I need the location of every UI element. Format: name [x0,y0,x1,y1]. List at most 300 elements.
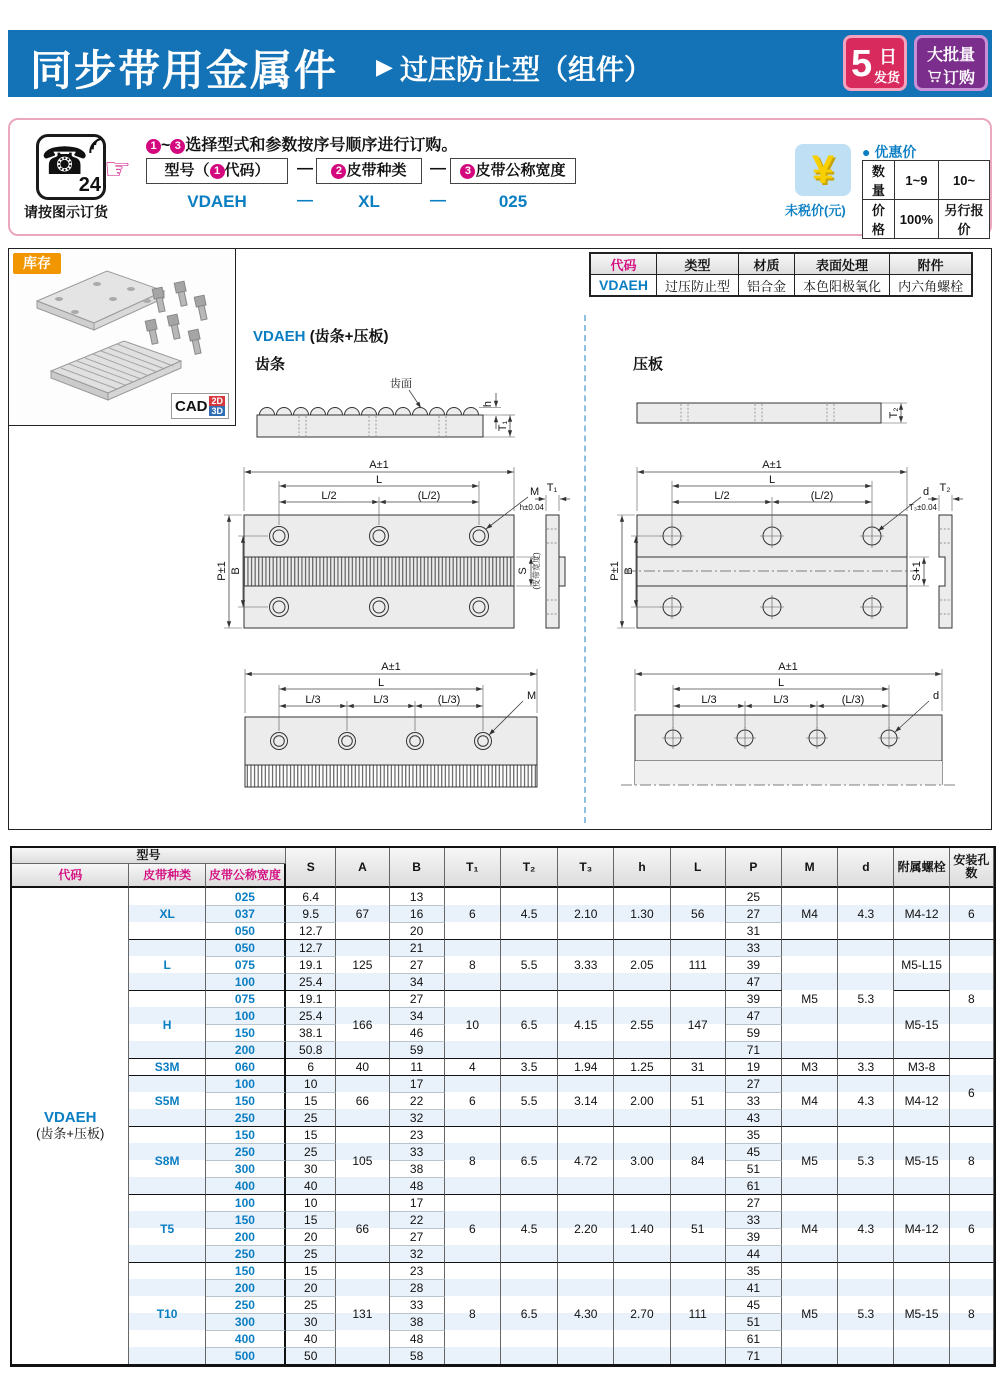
cell-T2: 5.5 [501,939,558,990]
belt-width-cell: 100 [206,1007,286,1024]
cell-P: 27 [726,1075,782,1092]
col-header-8: L [671,848,726,888]
order-field-belt-type [316,158,422,184]
cell-B: 48 [390,1177,445,1194]
arrow-icon: ▶ [376,54,393,79]
cell-S: 25 [286,1109,336,1126]
tilde: ~ [161,137,171,154]
belt-width-cell: 150 [206,1092,286,1109]
cell-T1: 6 [445,1194,501,1262]
cell-S: 15 [286,1126,336,1143]
dim-A: A±1 [369,459,389,471]
cell-S: 25.4 [286,973,336,990]
cell-S: 15 [286,1211,336,1228]
dash: — [297,192,313,209]
cell-T2: 5.5 [501,1075,558,1126]
cell-P: 61 [726,1330,782,1347]
cart-icon [927,70,941,83]
circled-1: 1 [210,164,225,179]
bullet-icon: ● [862,144,871,160]
belt-width-cell: 050 [206,939,286,956]
cell-S: 40 [286,1177,336,1194]
field1-pre: 型号（ [164,162,210,179]
spec-header: 材质 [739,253,795,275]
dim-L3: L/3 [773,694,789,706]
cell-T1: 4 [445,1058,501,1075]
col-header-belt-width: 皮带公称宽度 [206,864,286,888]
col-header-2: A [336,848,389,888]
cell-T1: 6 [445,888,501,939]
phone-24-label: 24 [78,174,101,196]
cell-A: 67 [336,888,389,939]
belt-width-cell: 200 [206,1228,286,1245]
dash: — [430,192,446,209]
cell-P: 33 [726,1211,782,1228]
rack-title: 齿条 [255,356,286,373]
cell-P: 59 [726,1024,782,1041]
col-header-13: 安装孔数 [950,848,994,888]
dim-T1: T₁ [546,482,558,494]
price-label: 价格 [863,200,895,239]
price-1: 100% [894,200,938,239]
cell-S: 10 [286,1075,336,1092]
cell-S: 15 [286,1262,336,1279]
cell-A: 66 [336,1075,389,1126]
dim-S: S [517,567,529,575]
cad-2d-chip: 2D [211,396,223,406]
dim-L3p: (L/3) [437,694,461,706]
belt-width-cell: 150 [206,1024,286,1041]
model-code-cell [12,888,129,1364]
belt-type-cell: S3M [129,1058,205,1075]
spec-summary-table [589,252,973,297]
cell-A: 131 [336,1262,389,1364]
cell-holes: 6 [950,888,994,939]
belt-width-cell: 250 [206,1109,286,1126]
belt-width-cell: 300 [206,1313,286,1330]
col-header-4: T₁ [445,848,501,888]
cell-screw: M5-15 [894,1262,949,1364]
dim-h: h [482,400,494,408]
cell-S: 10 [286,1194,336,1211]
ordering-info-box [8,118,992,236]
cell-P: 61 [726,1177,782,1194]
belt-width-cell: 150 [206,1126,286,1143]
cell-screw: M4-12 [894,888,949,939]
cell-P: 43 [726,1109,782,1126]
dim-A: A±1 [778,661,798,673]
qty-range-2: 10~ [939,161,990,200]
cell-T2: 6.5 [501,1262,558,1364]
belt-width-cell: 050 [206,922,286,939]
cell-B: 11 [390,1058,445,1075]
drawing-divider [584,315,586,823]
cell-screw: M4-12 [894,1194,949,1262]
cell-A: 66 [336,1194,389,1262]
dim-L2: L/2 [321,490,337,502]
belt-width-cell: 200 [206,1279,286,1296]
cell-T3: 2.20 [558,1194,614,1262]
cell-B: 38 [390,1160,445,1177]
plate-plan-4hole [607,657,987,799]
order-example-model: VDAEH [187,192,247,211]
cell-B: 33 [390,1296,445,1313]
price-2: 另行报价 [939,200,990,239]
belt-width-cell: 075 [206,956,286,973]
yen-icon [795,144,851,196]
cell-B: 13 [390,888,445,905]
dim-S1: S+1 [911,561,923,581]
table-row [12,939,994,956]
cell-T2: 4.5 [501,1194,558,1262]
cell-S: 20 [286,1228,336,1245]
dim-L: L [777,677,785,689]
drawing-section [8,248,992,830]
cell-P: 71 [726,1347,782,1364]
spec-value: 本色阳极氧化 [795,275,890,297]
cell-B: 17 [390,1075,445,1092]
cell-h: 1.40 [614,1194,670,1262]
bulk-order-badge [914,35,988,91]
dim-h-tol: h±0.04 [519,503,544,512]
belt-width-cell: 500 [206,1347,286,1364]
cell-d: 5.3 [838,1262,894,1364]
cell-P: 27 [726,905,782,922]
cell-A: 166 [336,990,389,1058]
cell-T2: 4.5 [501,888,558,939]
cell-S: 12.7 [286,922,336,939]
cell-L: 56 [671,888,726,939]
plate-side-view [629,391,919,435]
order-instruction-text: 选择型式和参数按序号顺序进行订购。 [185,137,458,154]
hand-pointer-icon: ☞ [104,153,131,186]
dim-T2: T₂ [939,482,951,494]
cell-T2: 6.5 [501,990,558,1058]
cell-M: M4 [782,888,838,939]
col-header-code: 代码 [12,864,129,888]
cell-d: 5.3 [838,939,894,1058]
col-header-3: B [390,848,445,888]
cell-B: 23 [390,1126,445,1143]
discount-price-label: 优惠价 [874,144,917,160]
belt-type-cell: L [129,939,205,990]
series-code: VDAEH [253,328,306,345]
spec-value: 内六角螺栓 [890,275,973,297]
page-subtitle: 过压防止型（组件） [400,54,653,85]
cell-P: 39 [726,956,782,973]
cell-S: 38.1 [286,1024,336,1041]
cell-T3: 1.94 [558,1058,614,1075]
circled-2: 2 [331,164,346,179]
cell-S: 19.1 [286,956,336,973]
dim-L2: L/2 [714,490,730,502]
phone-glyph: ☎ [41,141,89,183]
table-row [12,1262,994,1279]
belt-type-cell: S5M [129,1075,205,1126]
cell-T2: 3.5 [501,1058,558,1075]
dash: — [430,160,446,177]
dim-S-sub: (皮带宽度) [532,552,541,590]
cell-P: 31 [726,922,782,939]
cell-B: 32 [390,1109,445,1126]
cell-B: 48 [390,1330,445,1347]
cell-T3: 3.33 [558,939,614,990]
cell-S: 40 [286,1330,336,1347]
cell-S: 25.4 [286,1007,336,1024]
cell-A: 40 [336,1058,389,1075]
dim-P: P±1 [216,561,228,581]
cell-screw: M4-12 [894,1075,949,1126]
series-label [253,325,388,346]
col-header-12: 附属螺栓 [894,848,949,888]
col-header-7: h [614,848,670,888]
cell-screw: M5-L15 [894,939,949,990]
phone-24-icon [36,134,106,200]
col-header-6: T₃ [558,848,614,888]
cell-d: 4.3 [838,1194,894,1262]
screws [145,281,209,355]
cell-B: 46 [390,1024,445,1041]
table-row [12,1058,994,1075]
cell-P: 33 [726,1092,782,1109]
cad-badge [171,393,229,419]
order-example-width: 025 [498,192,528,211]
cell-T1: 8 [445,1262,501,1364]
cell-S: 12.7 [286,939,336,956]
cell-h: 2.55 [614,990,670,1058]
cell-A: 125 [336,939,389,990]
cell-T3: 4.30 [558,1262,614,1364]
belt-width-cell: 150 [206,1262,286,1279]
cell-S: 20 [286,1279,336,1296]
cell-L: 111 [671,1262,726,1364]
cell-T3: 2.10 [558,888,614,939]
cell-holes: 8 [950,939,994,1058]
signal-waves-icon [85,133,105,153]
dim-L: L [375,474,383,486]
cell-B: 38 [390,1313,445,1330]
series-sub: (齿条+压板) [309,328,389,345]
cell-B: 27 [390,1228,445,1245]
belt-width-cell: 100 [206,1075,286,1092]
dim-A: A±1 [381,661,401,673]
cell-B: 34 [390,1007,445,1024]
stock-badge: 库存 [13,253,61,274]
dim-T2: T₂ [888,407,900,419]
dim-M: M [530,486,540,498]
spec-value: VDAEH [590,275,657,297]
cell-T1: 8 [445,1126,501,1194]
cell-P: 51 [726,1313,782,1330]
spec-value: 过压防止型 [657,275,739,297]
spec-value-row [590,275,972,297]
dim-d: d [933,690,940,702]
cell-S: 30 [286,1313,336,1330]
cell-M: M5 [782,1262,838,1364]
belt-width-cell: 250 [206,1296,286,1313]
belt-type-cell: S8M [129,1126,205,1194]
cell-T2: 6.5 [501,1126,558,1194]
cell-B: 33 [390,1143,445,1160]
cell-B: 34 [390,973,445,990]
rack-plan-4hole [217,657,567,799]
plate-title: 压板 [633,356,664,373]
order-field-model [146,158,288,184]
cell-B: 20 [390,922,445,939]
main-spec-table [10,846,996,1367]
belt-width-cell: 300 [206,1160,286,1177]
dim-L: L [377,677,385,689]
discount-price-title [862,142,916,162]
cell-L: 84 [671,1126,726,1194]
badge-bulk-line1: 大批量 [926,47,975,64]
spec-header-row [590,253,972,275]
cell-h: 2.70 [614,1262,670,1364]
order-example-belt: XL [358,192,380,211]
col-header-11: d [838,848,894,888]
col-header-9: P [726,848,782,888]
cell-T3: 4.72 [558,1126,614,1194]
col-header-belt-type: 皮带种类 [129,864,205,888]
cell-holes: 8 [950,1126,994,1194]
cell-T3: 3.14 [558,1075,614,1126]
model-code-sub: (齿条+压板) [36,1126,105,1142]
cad-label: CAD [174,397,208,415]
cell-B: 22 [390,1092,445,1109]
cell-P: 35 [726,1126,782,1143]
dash: — [297,160,313,177]
cell-S: 50.8 [286,1041,336,1058]
belt-width-cell: 400 [206,1330,286,1347]
cell-h: 1.30 [614,888,670,939]
dim-L2p: (L/2) [810,490,834,502]
cell-screw: M3-8 [894,1058,949,1075]
dim-L: L [768,474,776,486]
product-photo [8,248,236,426]
belt-type-cell: H [129,990,205,1058]
circled-3: 3 [170,139,185,154]
cell-P: 39 [726,990,782,1007]
cell-P: 71 [726,1041,782,1058]
spec-value: 铝合金 [739,275,795,297]
cell-P: 51 [726,1160,782,1177]
cell-S: 30 [286,1160,336,1177]
cell-h: 2.05 [614,939,670,990]
order-note: 请按图示订货 [24,204,108,220]
cell-S: 9.5 [286,905,336,922]
dim-T1: T₁ [497,420,509,432]
cell-h: 1.25 [614,1058,670,1075]
field1-post: 代码） [224,162,270,179]
tax-note: 未税价(元) [785,203,846,218]
cell-S: 50 [286,1347,336,1364]
col-header-10: M [782,848,838,888]
cell-S: 25 [286,1296,336,1313]
rack-side-view [251,377,581,447]
table-row [12,1075,994,1092]
cell-B: 27 [390,990,445,1007]
cell-P: 33 [726,939,782,956]
col-header-5: T₂ [501,848,558,888]
cell-P: 41 [726,1279,782,1296]
spec-header: 代码 [590,253,657,275]
dim-L3: L/3 [701,694,717,706]
cell-M: M4 [782,1075,838,1126]
cell-B: 28 [390,1279,445,1296]
belt-width-cell: 100 [206,973,286,990]
cell-screw: M5-15 [894,1126,949,1194]
dim-L3: L/3 [373,694,389,706]
cell-screw: M5-15 [894,990,949,1058]
cell-M: M5 [782,939,838,1058]
cell-B: 16 [390,905,445,922]
cell-P: 35 [726,1262,782,1279]
belt-width-cell: 075 [206,990,286,1007]
belt-width-cell: 100 [206,1194,286,1211]
cell-B: 22 [390,1211,445,1228]
belt-type-cell: XL [129,888,205,939]
cell-d: 4.3 [838,1075,894,1126]
field2-label: 皮带种类 [346,162,407,179]
rack-plan-view [214,453,579,651]
circled-3: 3 [460,164,475,179]
badge-bulk-line2: 订购 [942,70,975,87]
cell-M: M5 [782,1126,838,1194]
belt-width-cell: 025 [206,888,286,905]
cell-h: 3.00 [614,1126,670,1194]
cell-S: 15 [286,1092,336,1109]
belt-type-cell: T5 [129,1194,205,1262]
belt-width-cell: 037 [206,905,286,922]
dim-P: P±1 [609,561,621,581]
dim-A: A±1 [762,459,782,471]
cell-T3: 4.15 [558,990,614,1058]
cell-S: 6 [286,1058,336,1075]
cell-L: 147 [671,990,726,1058]
dim-B: B [230,567,242,575]
cell-B: 58 [390,1347,445,1364]
cell-B: 21 [390,939,445,956]
cell-P: 47 [726,973,782,990]
belt-width-cell: 200 [206,1041,286,1058]
badge-day-sub: 发货 [874,70,901,85]
qty-range-1: 1~9 [894,161,938,200]
cell-d: 5.3 [838,1126,894,1194]
order-field-belt-width [450,158,576,184]
cell-M: M4 [782,1194,838,1262]
cell-L: 51 [671,1194,726,1262]
page-title: 同步带用金属件 [30,47,339,94]
cad-3d-chip: 3D [211,406,223,416]
dim-L2p: (L/2) [417,490,441,502]
price-table [862,160,990,239]
badge-day-unit: 日 [879,47,897,67]
cell-B: 32 [390,1245,445,1262]
cell-h: 2.00 [614,1075,670,1126]
table-row [12,1194,994,1211]
cell-holes: 6 [950,1194,994,1262]
field3-label: 皮带公称宽度 [475,162,566,179]
dim-M: M [527,690,537,702]
cell-holes: 8 [950,1262,994,1364]
order-instruction [146,132,457,155]
spec-header: 类型 [657,253,739,275]
cell-S: 6.4 [286,888,336,905]
belt-width-cell: 250 [206,1143,286,1160]
spec-header: 附件 [890,253,973,275]
cell-S: 25 [286,1143,336,1160]
badge-day-number: 5 [851,43,873,85]
